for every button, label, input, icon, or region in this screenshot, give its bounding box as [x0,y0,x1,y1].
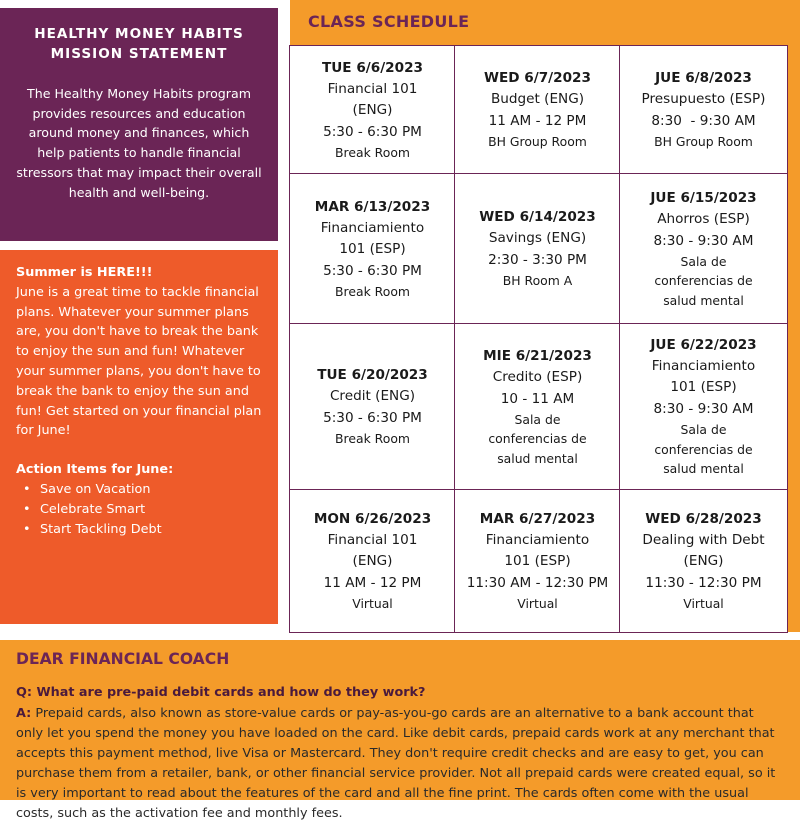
class-cell [454,173,621,325]
class-date: TUE 6/20/2023 [317,367,428,384]
class-location: Virtual [517,595,558,611]
mission-title-line1: HEALTHY MONEY HABITS [34,26,244,42]
mission-statement-panel [0,8,278,241]
summer-body: June is a great time to tackle financial plans. Whatever your summer plans are, you don't have to break the bank to enjoy the sun and fun! Whatever your summer plans, you don't have to break the bank to enjoy the sun and fun! Get started on your financial plan for June! [16,284,262,439]
class-cell [454,323,621,491]
answer-prefix: A: [16,706,32,721]
class-location: Sala de conferencias de salud mental [654,253,753,308]
class-time: 11 AM - 12 PM [323,574,422,591]
class-date: TUE 6/6/2023 [321,59,423,76]
class-title: Ahorros (ESP) [657,210,750,227]
mission-title [14,24,264,64]
schedule-grid [290,46,787,632]
mission-body: The Healthy Money Habits program provides resources and education around money and finances, which help patients to handle financial stressors that may impact their overall health and well-being. [16,86,262,200]
class-date: JUE 6/8/2023 [655,70,752,87]
class-location: Virtual [352,595,393,611]
class-cell [289,173,456,325]
class-title: Savings (ENG) [488,230,587,247]
class-cell [619,489,788,633]
class-time: 2:30 - 3:30 PM [488,252,587,269]
coach-title: DEAR FINANCIAL COACH [16,650,230,668]
class-title: Financial 101 (ENG) [327,80,418,118]
class-location: Sala de conferencias de salud mental [654,422,753,477]
class-title: Financial 101 (ENG) [327,531,418,569]
summer-panel [0,250,278,624]
class-time: 8:30 - 9:30 AM [653,232,754,249]
class-date: JUE 6/15/2023 [650,189,757,206]
class-title: Credito (ESP) [492,368,583,385]
class-location: Virtual [683,595,724,611]
class-location: BH Room A [502,273,573,289]
class-schedule-panel [290,0,800,632]
class-cell [289,489,456,633]
class-title: Financiamiento 101 (ESP) [485,531,590,569]
class-title: Credit (ENG) [329,388,416,405]
class-cell [454,489,621,633]
class-date: MIE 6/21/2023 [483,347,592,364]
class-cell [454,45,621,175]
class-location: BH Group Room [654,134,753,150]
question-prefix: Q: [16,685,32,700]
class-location: Sala de conferencias de salud mental [488,411,587,466]
class-date: MON 6/26/2023 [313,510,432,527]
class-date: MAR 6/13/2023 [314,198,431,215]
summer-heading: Summer is HERE!!! [16,265,153,280]
class-cell [619,173,788,325]
class-title: Dealing with Debt (ENG) [642,531,765,569]
class-location: BH Group Room [488,134,587,150]
class-date: WED 6/7/2023 [484,70,591,87]
class-date: JUE 6/22/2023 [650,337,757,354]
action-items-list [16,480,268,539]
class-date: WED 6/14/2023 [479,209,596,226]
class-time: 5:30 - 6:30 PM [323,410,422,427]
class-time: 11:30 - 12:30 PM [645,574,762,591]
action-items-title: Action Items for June: [16,462,174,478]
question-text: What are pre-paid debit cards and how do they work? [36,685,426,700]
coach-answer [16,704,784,823]
schedule-title: CLASS SCHEDULE [308,12,470,31]
class-cell [619,45,788,175]
action-item: • Save on Vacation [23,480,268,500]
class-time: 11 AM - 12 PM [488,113,587,130]
class-time: 8:30 - 9:30 AM [651,113,756,130]
class-location: Break Room [335,431,410,447]
class-cell [289,45,456,175]
class-time: 11:30 AM - 12:30 PM [466,574,609,591]
class-time: 8:30 - 9:30 AM [653,401,754,418]
class-cell [619,323,788,491]
class-location: Break Room [335,283,410,299]
class-time: 5:30 - 6:30 PM [323,123,422,140]
class-time: 10 - 11 AM [500,390,575,407]
class-location: Break Room [335,144,410,160]
mission-title-line2: MISSION STATEMENT [50,46,228,62]
answer-text: Prepaid cards, also known as store-value cards or pay-as-you-go cards are an alternative to a bank account that only let you spend the money you have loaded on the card. Like debit cards, prepaid cards work at any merchant that accepts this payment method, live Visa or Mastercard. They don't require credit checks and are easy to get, you can purchase them from a retailer, bank, or other financial service provider. Not all prepaid cards were created equal, so it is very important to read about the features of the card and all the fine print. The cards often come with the usual costs, such as the activation fee and monthly fees. [16,706,776,821]
class-title: Financiamiento 101 (ESP) [651,358,756,396]
financial-coach-panel [0,640,800,821]
class-title: Budget (ENG) [490,91,585,108]
action-item: • Celebrate Smart [23,500,268,520]
class-date: WED 6/28/2023 [645,510,762,527]
action-item: • Start Tackling Debt [23,520,268,540]
class-title: Financiamiento 101 (ESP) [320,219,425,257]
class-title: Presupuesto (ESP) [641,91,766,108]
class-time: 5:30 - 6:30 PM [323,262,422,279]
class-date: MAR 6/27/2023 [479,510,596,527]
class-cell [289,323,456,491]
coach-question [16,684,784,702]
